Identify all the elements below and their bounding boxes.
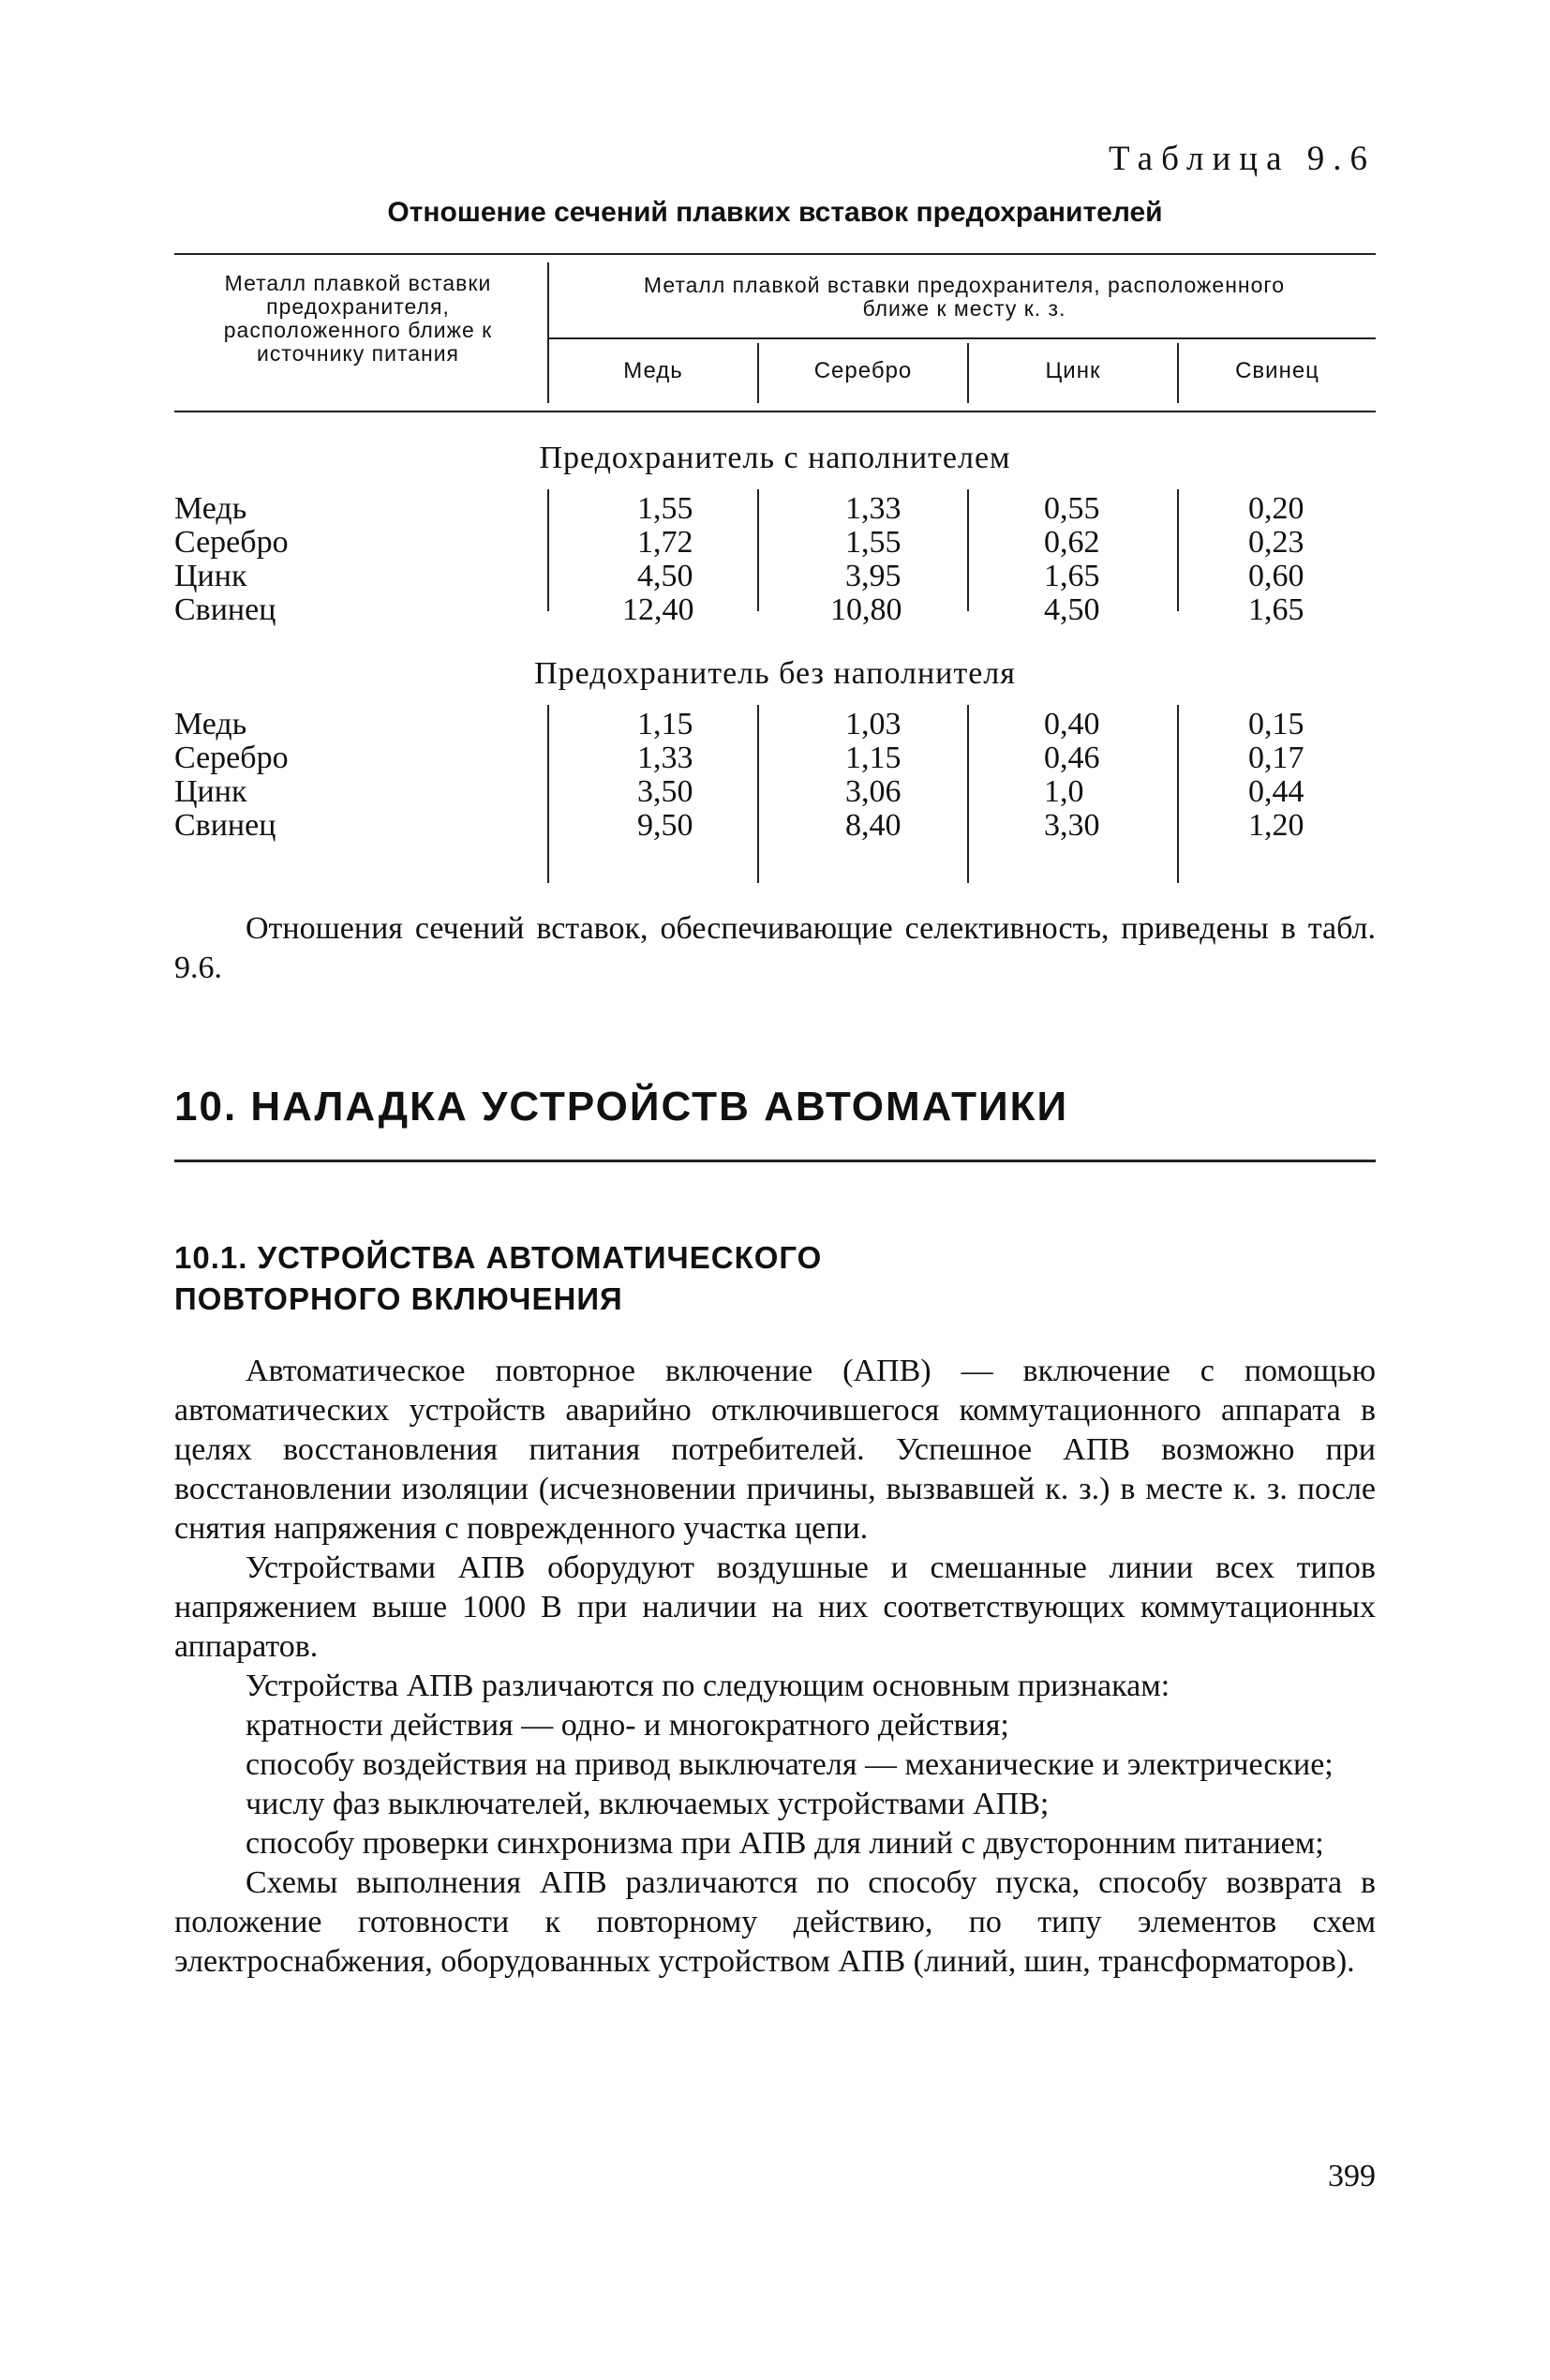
paragraph: Схемы выполнения АПВ различаются по способу пуска, способу возврата в положение готовности к повторному действию, по типу элементов схем электроснабжения, оборудованных устройством АПВ (линий, шин, трансформаторов).	[174, 1865, 1376, 1979]
table-cell: 1,55	[637, 491, 693, 526]
table-cell: 0,46	[1044, 741, 1100, 775]
subsection-title-line: 10.1. УСТРОЙСТВА АВТОМАТИЧЕСКОГО	[174, 1240, 823, 1275]
body-divider	[547, 489, 549, 611]
paragraph: Устройства АПВ различаются по следующим основным признакам:	[246, 1669, 1170, 1703]
table-cell: 1,20	[1248, 808, 1304, 843]
table-cell: 1,33	[845, 491, 902, 526]
chapter-title: 10. НАЛАДКА УСТРОЙСТВ АВТОМАТИКИ	[174, 1084, 1069, 1130]
paragraph: Отношения сечений вставок, обеспечивающие селективность, приведены в табл. 9.6.	[174, 911, 1376, 985]
table-cell: 8,40	[845, 808, 902, 843]
header-bottom-rule	[174, 411, 1376, 412]
row-label: Цинк	[174, 774, 247, 809]
table-cell: 4,50	[637, 559, 693, 593]
body-divider	[757, 705, 759, 883]
fuse-ratio-table	[174, 253, 1376, 891]
header-inner-rule	[549, 337, 1376, 339]
header-right-text: Металл плавкой вставки предохранителя, расположенного ближе к месту к. з.	[643, 273, 1286, 321]
table-title: Отношение сечений плавких вставок предохранителей	[387, 197, 1163, 228]
column-header: Свинец	[1235, 358, 1319, 383]
table-cell: 1,65	[1248, 592, 1304, 627]
paragraph: способу воздействия на привод выключателя — механические и электрические;	[246, 1747, 1334, 1782]
table-cell: 3,50	[637, 774, 693, 809]
paragraph: Устройствами АПВ оборудуют воздушные и смешанные линии всех типов напряжением выше 1000 В при наличии на них соответствующих коммутационных аппаратов.	[174, 1550, 1376, 1664]
header-left-text: Металл плавкой вставки предохранителя, расположенного ближе к источнику питания	[223, 271, 493, 366]
paragraph: кратности действия — одно- и многократного действия;	[246, 1708, 1009, 1743]
table-cell: 0,55	[1044, 491, 1100, 526]
table-section-title: Предохранитель без наполнителя	[534, 656, 1016, 691]
body-divider	[1177, 489, 1179, 611]
body-divider	[967, 705, 969, 883]
table-cell: 0,62	[1044, 525, 1100, 560]
table-cell: 4,50	[1044, 592, 1100, 627]
table-cell: 1,0	[1044, 774, 1084, 809]
table-cell: 1,33	[637, 741, 693, 775]
table-section-title: Предохранитель с наполнителем	[539, 441, 1011, 475]
row-label: Медь	[174, 707, 247, 741]
body-divider	[547, 705, 549, 883]
paragraph: числу фаз выключателей, включаемых устройствами АПВ;	[246, 1787, 1050, 1821]
table-cell: 0,40	[1044, 707, 1100, 741]
table-cell: 9,50	[637, 808, 693, 843]
table-cell: 0,23	[1248, 525, 1304, 560]
table-cell: 0,20	[1248, 491, 1304, 526]
body-divider	[1177, 705, 1179, 883]
column-header: Серебро	[813, 358, 913, 383]
table-cell: 1,72	[637, 525, 693, 560]
table-cell: 1,15	[845, 741, 902, 775]
table-cell: 1,55	[845, 525, 902, 560]
row-label: Свинец	[174, 592, 276, 627]
table-cell: 3,30	[1044, 808, 1100, 843]
column-header: Медь	[623, 358, 683, 383]
page-number: 399	[1328, 2159, 1376, 2193]
chapter-rule	[174, 1160, 1376, 1162]
body-text	[174, 1352, 1376, 1982]
paragraph: Автоматическое повторное включение (АПВ) — включение с помощью автоматических устройств аварийно отключившегося коммутационного аппарата в целях восстановления питания потребителей. Успешное АПВ возможно при восстановлении изоляции (исчезновении причины, вызвавшей к. з.) в месте к. з. после снятия напряжения с поврежденного участка цепи.	[174, 1354, 1376, 1546]
table-cell: 1,03	[845, 707, 902, 741]
paragraph: способу проверки синхронизма при АПВ для линий с двусторонним питанием;	[246, 1826, 1324, 1861]
row-label: Свинец	[174, 808, 276, 843]
table-cell: 12,40	[622, 592, 694, 627]
row-label: Серебро	[174, 525, 289, 560]
table-cell: 1,65	[1044, 559, 1100, 593]
body-divider	[757, 489, 759, 611]
table-cell: 0,15	[1248, 707, 1304, 741]
table-cell: 0,60	[1248, 559, 1304, 593]
table-cell: 0,17	[1248, 741, 1304, 775]
table-label: Таблица 9.6	[1109, 140, 1376, 178]
column-header: Цинк	[1045, 358, 1101, 383]
subsection-title-line: ПОВТОРНОГО ВКЛЮЧЕНИЯ	[174, 1281, 623, 1316]
body-divider	[967, 489, 969, 611]
table-cell: 0,44	[1248, 774, 1304, 809]
subsection-title	[174, 1237, 822, 1320]
row-label: Медь	[174, 491, 247, 526]
intro-paragraph	[174, 909, 1376, 988]
row-label: Цинк	[174, 559, 247, 593]
table-cell: 1,15	[637, 707, 693, 741]
table-cell: 10,80	[830, 592, 902, 627]
table-top-rule	[174, 253, 1376, 255]
table-cell: 3,06	[845, 774, 902, 809]
table-cell: 3,95	[845, 559, 902, 593]
row-label: Серебро	[174, 741, 289, 775]
